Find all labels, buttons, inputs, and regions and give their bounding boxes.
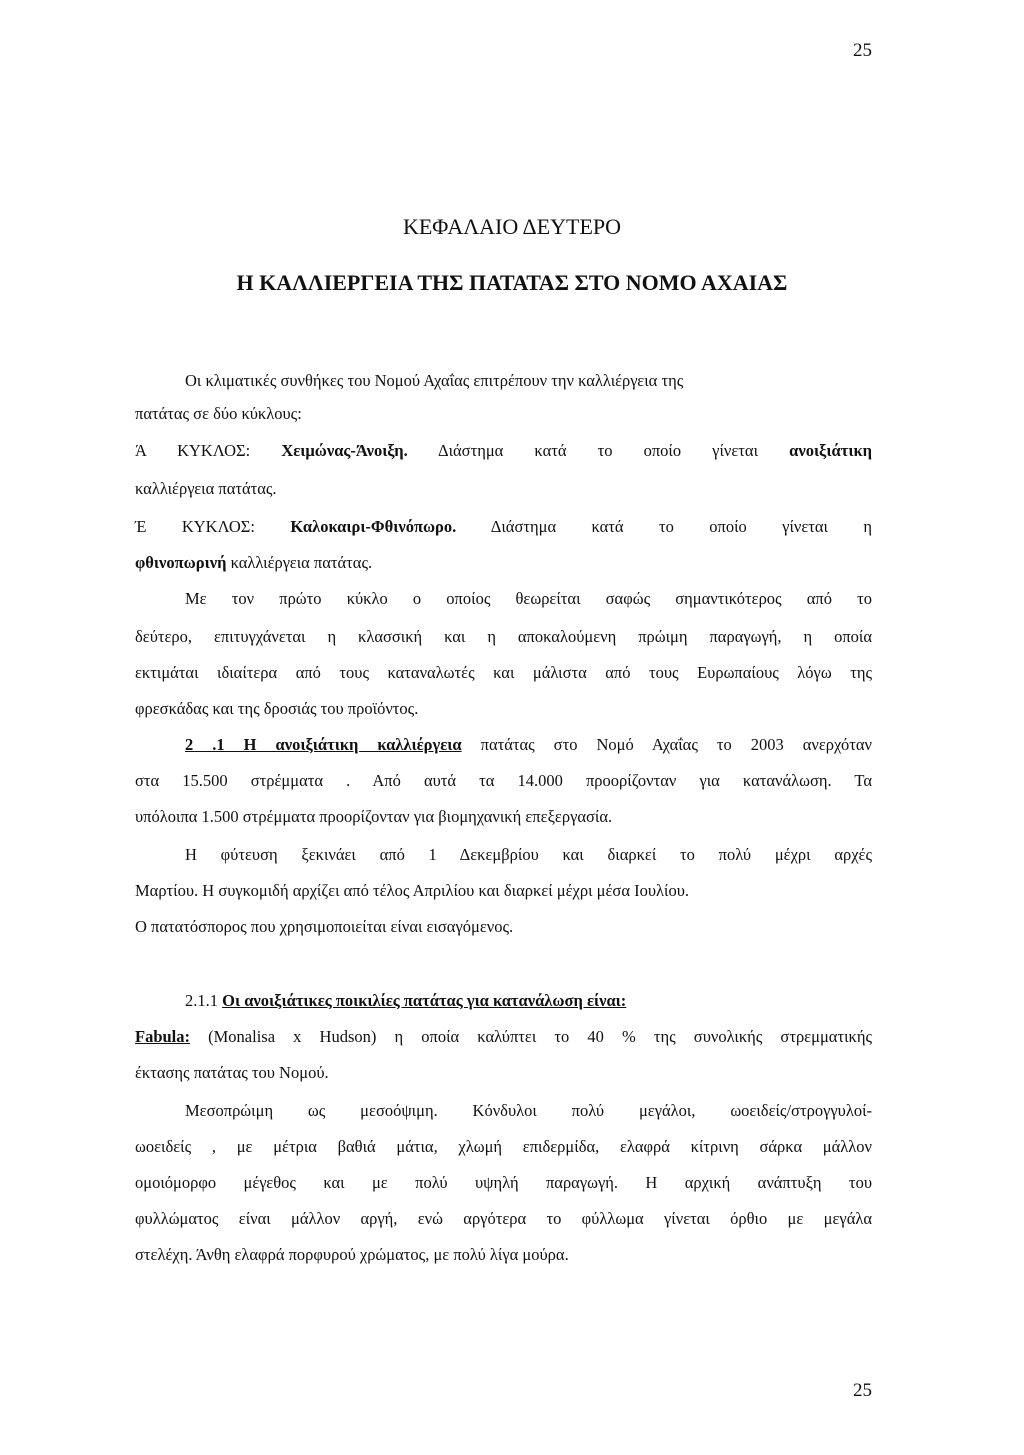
- paragraph-line: ωοειδείς , με μέτρια βαθιά μάτια, χλωμή επιδερμίδα, ελαφρά κίτρινη σάρκα μάλλον: [135, 1137, 872, 1156]
- cycle-a-label: Ά ΚΥΚΛΟΣ:: [135, 441, 251, 460]
- paragraph-line: δεύτερο, επιτυγχάνεται η κλασσική και η αποκαλούμενη πρώιμη παραγωγή, η οποία: [135, 627, 872, 646]
- cycle-a-line: [135, 440, 872, 462]
- paragraph-line: Μεσοπρώιμη ως μεσοόψιμη. Κόνδυλοι πολύ μεγάλοι, ωοειδείς/στρογγυλοί-: [185, 1101, 872, 1120]
- cycle-b-text-2: καλλιέργεια πατάτας.: [230, 553, 373, 572]
- paragraph-line: έκτασης πατάτας του Νομού.: [135, 1063, 329, 1082]
- paragraph-line: φυλλώματος είναι μάλλον αργή, ενώ αργότερα το φύλλωμα γίνεται όρθιο με μεγάλα: [135, 1209, 872, 1228]
- paragraph-line: φρεσκάδας και της δροσιάς του προϊόντος.: [135, 699, 419, 718]
- paragraph-line: Η φύτευση ξεκινάει από 1 Δεκεμβρίου και διαρκεί το πολύ μέχρι αρχές: [185, 845, 872, 864]
- section-2-1-heading: 2 .1 Η ανοιξιάτικη καλλιέργεια: [185, 735, 462, 754]
- section-2-1-line: [185, 734, 872, 756]
- section-2-1-1-heading: Οι ανοιξιάτικες ποικιλίες πατάτας για κατανάλωση είναι:: [222, 991, 627, 1010]
- cycle-b-line-2: [135, 552, 872, 574]
- cycle-b-text: Διάστημα κατά το οποίο γίνεται η: [490, 517, 873, 536]
- cycle-a-text: Διάστημα κατά το οποίο γίνεται: [437, 441, 759, 460]
- variety-description: (Monalisa x Hudson) η οποία καλύπτει το 40 % της συνολικής στρεμματικής: [208, 1027, 872, 1046]
- paragraph-line: στελέχη. Άνθη ελαφρά πορφυρού χρώματος, με πολύ λίγα μούρα.: [135, 1245, 569, 1264]
- paragraph-line: στα 15.500 στρέμματα . Από αυτά τα 14.000 προορίζονταν για κατανάλωση. Τα: [135, 771, 872, 790]
- cycle-a-season: Χειμώνας-Άνοιξη.: [281, 441, 408, 460]
- paragraph-line: Με τον πρώτο κύκλο ο οποίος θεωρείται σαφώς σημαντικότερος από το: [185, 589, 872, 608]
- cycle-b-line: [135, 516, 872, 538]
- cycle-a-term: ανοιξιάτικη: [789, 441, 872, 460]
- page-number-top: 25: [853, 40, 872, 61]
- section-number: 2.1.1: [185, 991, 218, 1010]
- paragraph-line: πατάτας σε δύο κύκλους:: [135, 404, 302, 423]
- chapter-heading: ΚΕΦΑΛΑΙΟ ΔΕΥΤΕΡΟ: [402, 214, 622, 239]
- paragraph-line: Ο πατατόσπορος που χρησιμοποιείται είναι εισαγόμενος.: [135, 917, 514, 936]
- paragraph-line: υπόλοιπα 1.500 στρέμματα προορίζονταν για βιομηχανική επεξεργασία.: [135, 807, 613, 826]
- page-number-bottom: 25: [853, 1380, 872, 1401]
- variety-name: Fabula:: [135, 1027, 191, 1046]
- paragraph-line: εκτιμάται ιδιαίτερα από τους καταναλωτές και μάλιστα από τους Ευρωπαίους λόγω της: [135, 663, 872, 682]
- section-2-1-1-line: [185, 990, 872, 1012]
- cycle-b-season: Καλοκαιρι-Φθινόπωρο.: [290, 517, 457, 536]
- section-2-1-text: πατάτας στο Νομό Αχαΐας το 2003 ανερχόταν: [480, 735, 872, 754]
- paragraph-line: Οι κλιματικές συνθήκες του Νομού Αχαΐας επιτρέπουν την καλλιέργεια της: [185, 371, 684, 390]
- paragraph-line: Μαρτίου. Η συγκομιδή αρχίζει από τέλος Απριλίου και διαρκεί μέχρι μέσα Ιουλίου.: [135, 881, 689, 900]
- page-title: Η ΚΑΛΛΙΕΡΓΕΙΑ ΤΗΣ ΠΑΤΑΤΑΣ ΣΤΟ ΝΟΜΟ ΑΧΑΙΑΣ: [236, 270, 788, 295]
- paragraph-line: καλλιέργεια πατάτας.: [135, 479, 277, 498]
- fabula-line: [135, 1026, 872, 1048]
- cycle-b-label: Έ ΚΥΚΛΟΣ:: [135, 517, 255, 536]
- cycle-b-term: φθινοπωρινή: [135, 553, 227, 572]
- paragraph-line: ομοιόμορφο μέγεθος και με πολύ υψηλή παραγωγή. Η αρχική ανάπτυξη του: [135, 1173, 872, 1192]
